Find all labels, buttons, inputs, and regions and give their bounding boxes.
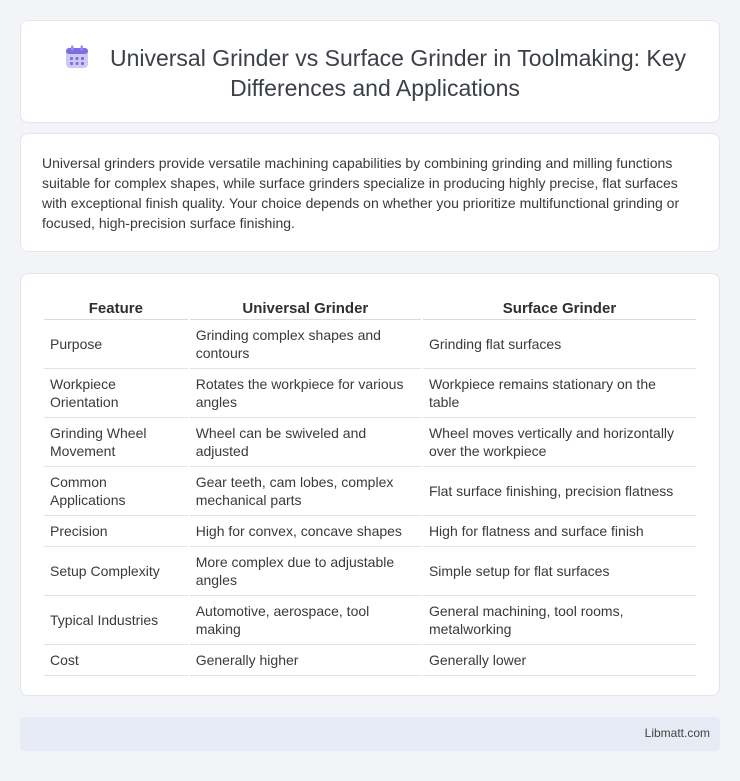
page-title [51, 43, 699, 103]
row-universal: Rotates the workpiece for various angles [190, 369, 421, 418]
row-feature: Grinding Wheel Movement [44, 418, 188, 467]
table-row [44, 467, 696, 516]
table-row [44, 418, 696, 467]
header-surface-grinder: Surface Grinder [423, 296, 696, 320]
table-row [44, 547, 696, 596]
intro-paragraph: Universal grinders provide versatile machining capabilities by combining grinding and milling functions suitable for complex shapes, while surface grinders specialize in producing highly precise, flat surfaces with exceptional finish quality. Your choice depends on whether you prioritize multifunctional grinding or focused, high-precision surface finishing. [42, 155, 680, 231]
title-card [20, 20, 720, 123]
header-universal-grinder: Universal Grinder [190, 296, 421, 320]
row-feature: Typical Industries [44, 596, 188, 645]
row-surface: Grinding flat surfaces [423, 320, 696, 369]
table-header-row [44, 296, 696, 320]
row-universal: Generally higher [190, 645, 421, 676]
footer-bar [20, 717, 720, 751]
row-surface: Workpiece remains stationary on the table [423, 369, 696, 418]
row-feature: Common Applications [44, 467, 188, 516]
row-feature: Workpiece Orientation [44, 369, 188, 418]
table-row [44, 320, 696, 369]
row-surface: Simple setup for flat surfaces [423, 547, 696, 596]
row-universal: Wheel can be swiveled and adjusted [190, 418, 421, 467]
row-universal: High for convex, concave shapes [190, 516, 421, 547]
comparison-card [20, 273, 720, 696]
intro-card [20, 133, 720, 252]
footer-site-link[interactable]: Libmatt.com [644, 726, 710, 740]
header-feature: Feature [44, 296, 188, 320]
row-universal: Grinding complex shapes and contours [190, 320, 421, 369]
row-universal: Automotive, aerospace, tool making [190, 596, 421, 645]
row-universal: Gear teeth, cam lobes, complex mechanical parts [190, 467, 421, 516]
title-wrap [51, 43, 699, 103]
page-title-text: Universal Grinder vs Surface Grinder in Toolmaking: Key Differences and Applications [109, 45, 687, 101]
row-universal: More complex due to adjustable angles [190, 547, 421, 596]
row-feature: Purpose [44, 320, 188, 369]
table-row [44, 516, 696, 547]
table-row [44, 596, 696, 645]
row-feature: Precision [44, 516, 188, 547]
row-surface: Generally lower [423, 645, 696, 676]
row-feature: Cost [44, 645, 188, 676]
row-surface: General machining, tool rooms, metalworking [423, 596, 696, 645]
calendar-icon [64, 44, 90, 70]
row-feature: Setup Complexity [44, 547, 188, 596]
table-row [44, 369, 696, 418]
row-surface: Wheel moves vertically and horizontally over the workpiece [423, 418, 696, 467]
row-surface: Flat surface finishing, precision flatness [423, 467, 696, 516]
row-surface: High for flatness and surface finish [423, 516, 696, 547]
table-row [44, 645, 696, 676]
comparison-table [42, 296, 698, 676]
